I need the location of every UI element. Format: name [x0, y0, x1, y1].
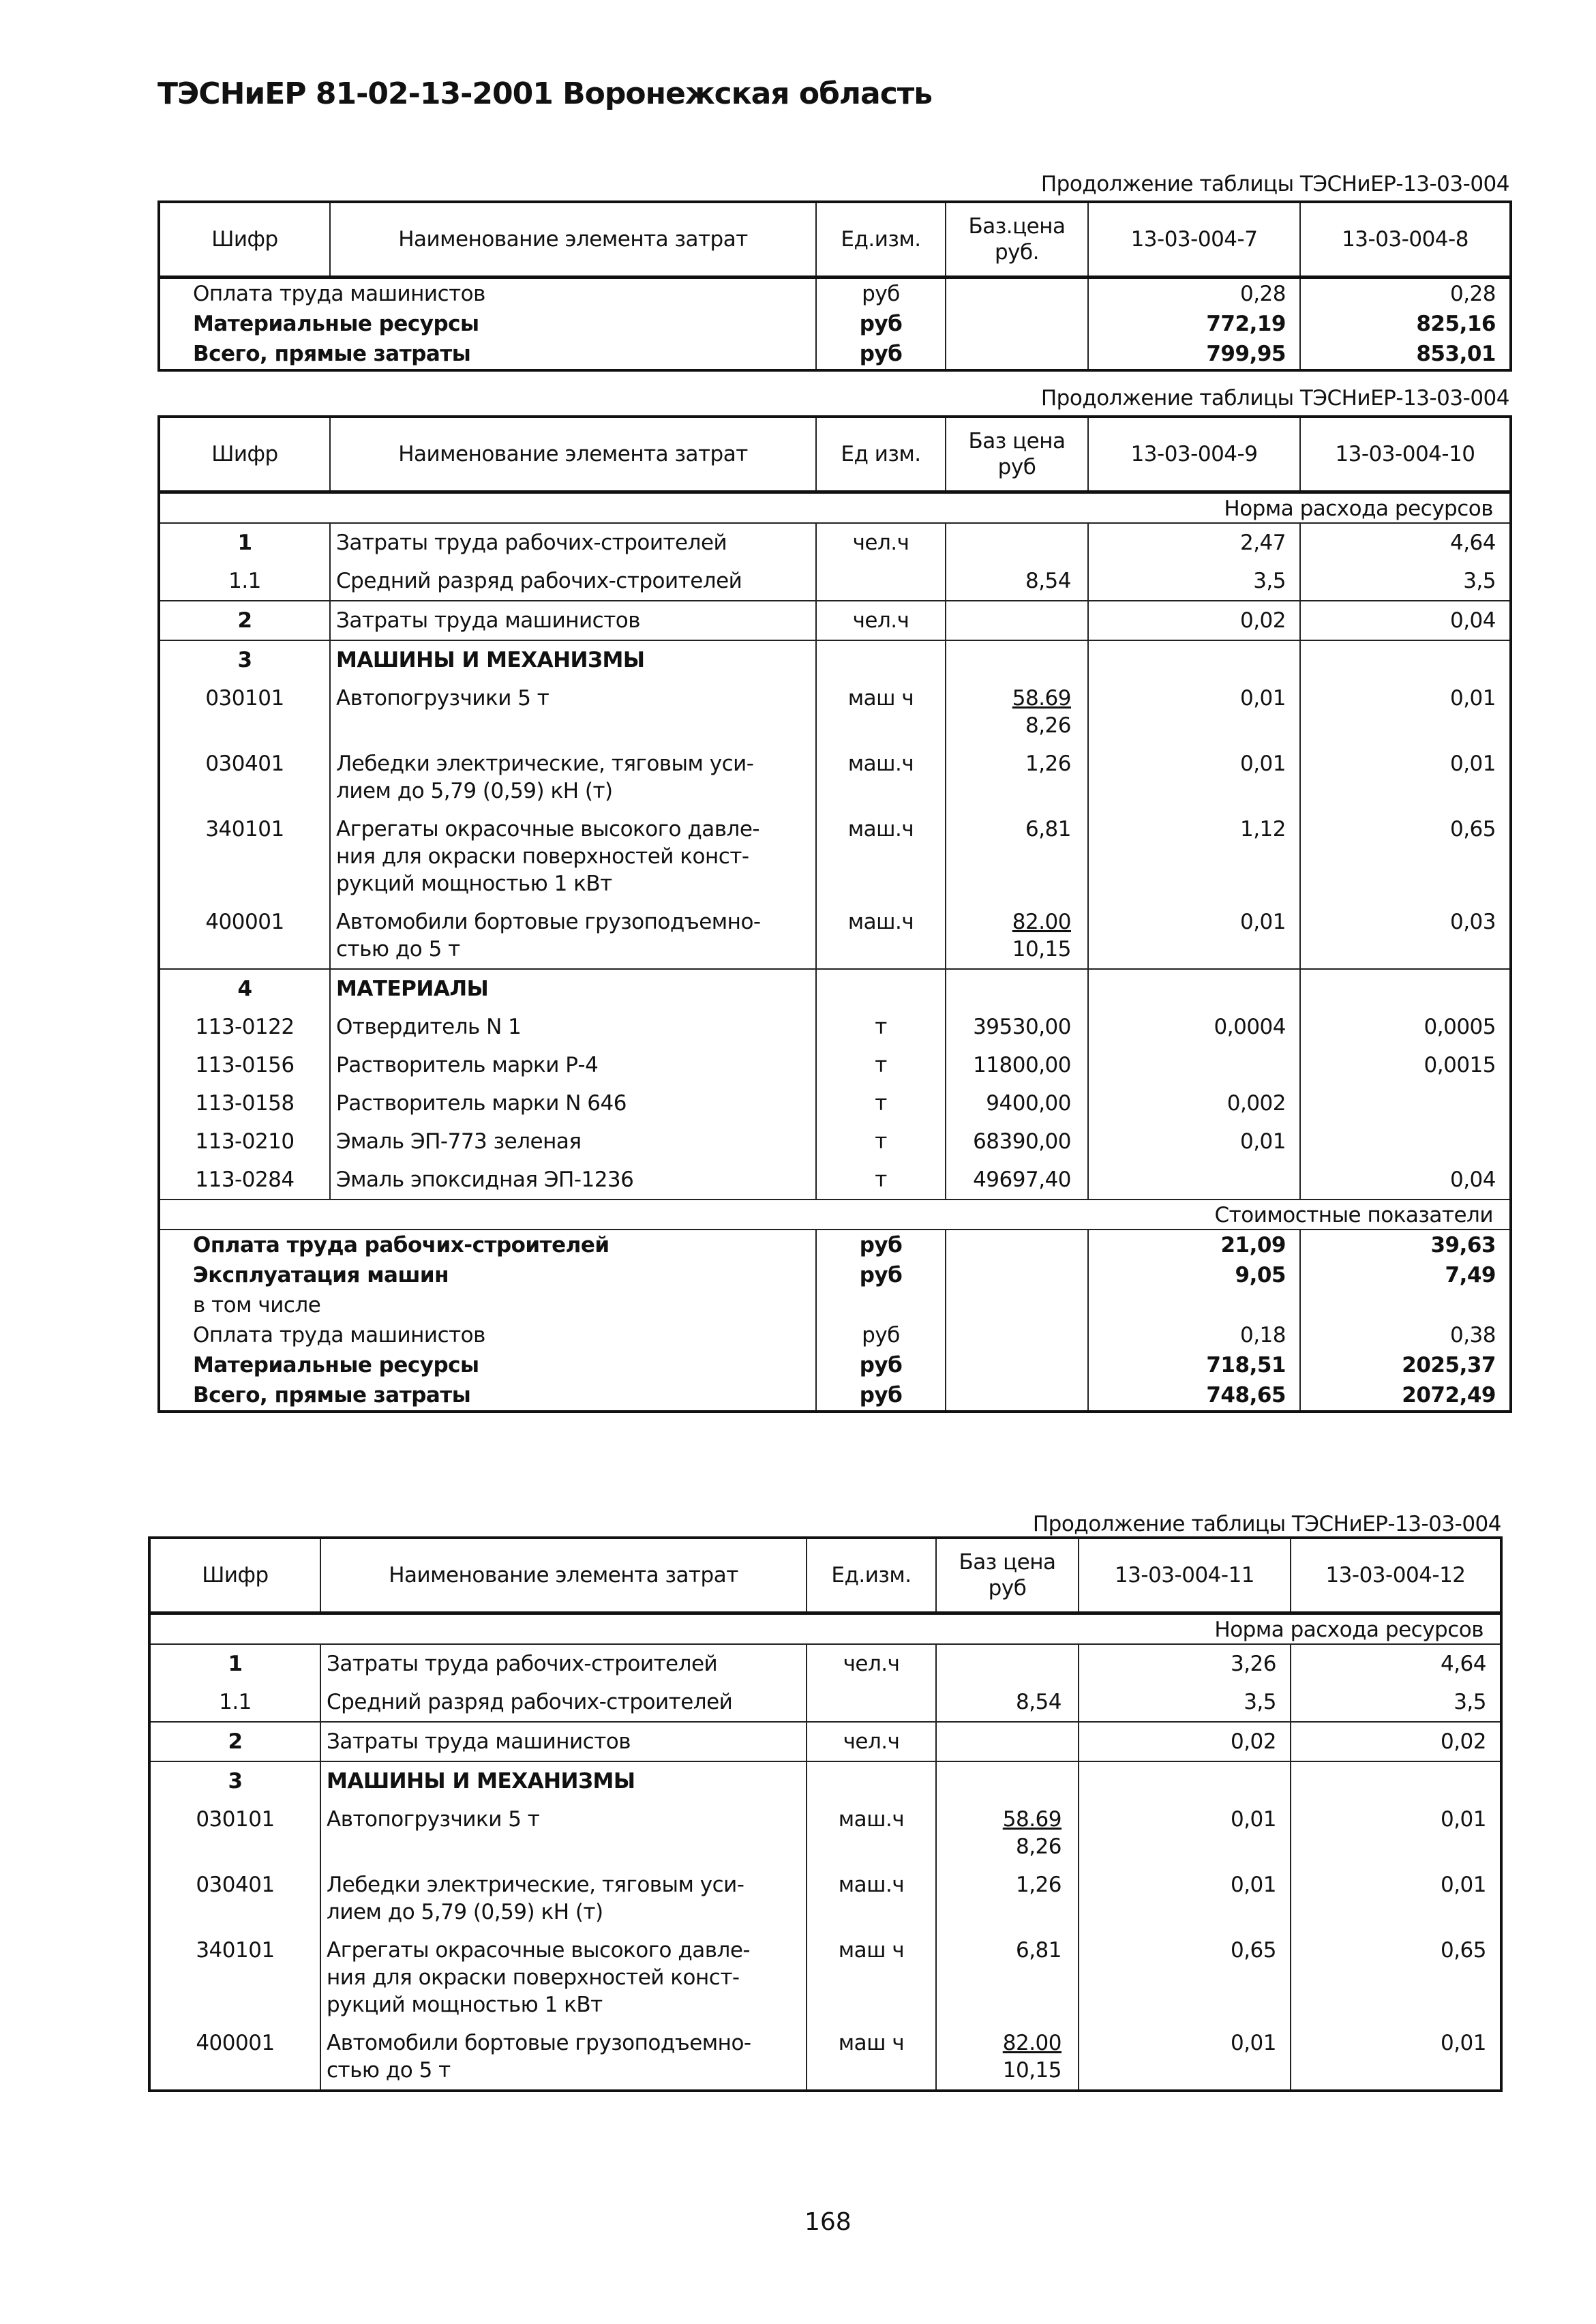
code-cell: 400001 — [159, 903, 330, 969]
unit-cell: руб — [816, 278, 946, 310]
column-header: Шифр — [159, 202, 330, 278]
unit-cell: чел.ч — [816, 601, 946, 640]
unit-cell: руб — [816, 1380, 946, 1412]
value-cell: 825,16 — [1300, 309, 1511, 339]
unit-cell — [807, 1761, 936, 1800]
value-cell: 748,65 — [1088, 1380, 1300, 1412]
summary-name: Оплата труда машинистов — [193, 282, 485, 306]
code-cell: 2 — [159, 601, 330, 640]
base-price-cell — [946, 278, 1088, 310]
base-price-bottom: 8,26 — [1015, 1834, 1062, 1859]
table-row — [159, 601, 1511, 640]
value-cell: 0,0005 — [1300, 1008, 1511, 1046]
value-cell: 0,04 — [1300, 1161, 1511, 1200]
base-price-top: 58.69 — [1002, 1807, 1062, 1832]
unit-cell: маш.ч — [816, 745, 946, 810]
name-cell: Средний разряд рабочих-строителей — [320, 1683, 807, 1722]
value-cell: 2,47 — [1088, 523, 1300, 562]
name-cell: Эмаль эпоксидная ЭП-1236 — [330, 1161, 816, 1200]
name-cell: Затраты труда машинистов — [320, 1722, 807, 1761]
base-price-top: 58.69 — [1012, 686, 1071, 711]
summary-row — [159, 1350, 1511, 1380]
table-row — [159, 810, 1511, 903]
value-cell: 0,38 — [1300, 1320, 1511, 1350]
name-cell: Автомобили бортовые грузоподъемно- стью до 5 т — [320, 2024, 807, 2091]
code-cell: 1.1 — [159, 562, 330, 601]
value-cell: 0,65 — [1300, 810, 1511, 903]
value-cell: 4,64 — [1300, 523, 1511, 562]
page-title: ТЭСНиЕР 81-02-13-2001 Воронежская область — [157, 76, 933, 111]
column-header: Ед.изм. — [807, 1538, 936, 1613]
base-price-cell — [946, 339, 1088, 370]
value-cell: 0,0015 — [1300, 1046, 1511, 1084]
unit-cell: маш ч — [807, 1931, 936, 2024]
unit-cell: чел.ч — [807, 1644, 936, 1683]
unit-cell: т — [816, 1122, 946, 1161]
base-price-cell: 39530,00 — [946, 1008, 1088, 1046]
summary-name: Материальные ресурсы — [193, 312, 479, 336]
table-row — [149, 1800, 1501, 1866]
code-cell: 2 — [149, 1722, 320, 1761]
name-cell: Затраты труда машинистов — [330, 601, 816, 640]
table-row — [149, 1644, 1501, 1683]
value-cell: 799,95 — [1088, 339, 1300, 370]
base-price-cell — [946, 1380, 1088, 1412]
name-cell: Растворитель марки Р-4 — [330, 1046, 816, 1084]
value-cell — [1300, 969, 1511, 1008]
name-cell: Затраты труда рабочих-строителей — [330, 523, 816, 562]
value-cell: 0,18 — [1088, 1320, 1300, 1350]
summary-name: Материальные ресурсы — [193, 1353, 479, 1377]
name-cell: Отвердитель N 1 — [330, 1008, 816, 1046]
unit-cell — [807, 1683, 936, 1722]
unit-cell: руб — [816, 1350, 946, 1380]
base-price-bottom: 10,15 — [1012, 937, 1071, 962]
unit-cell: маш.ч — [816, 810, 946, 903]
section-label-row — [159, 1200, 1511, 1230]
value-cell — [1300, 1122, 1511, 1161]
value-cell: 0,0004 — [1088, 1008, 1300, 1046]
value-cell: 0,01 — [1300, 745, 1511, 810]
value-cell: 0,28 — [1300, 278, 1511, 310]
value-cell: 0,01 — [1079, 1800, 1291, 1866]
table-row — [159, 679, 1511, 745]
base-price-cell: 1,26 — [946, 745, 1088, 810]
value-cell — [1088, 1290, 1300, 1320]
summary-row — [159, 278, 1511, 310]
code-cell: 030101 — [205, 686, 284, 711]
value-cell: 0,02 — [1291, 1722, 1501, 1761]
base-price-cell — [936, 1722, 1079, 1761]
column-header: 13-03-004-8 — [1300, 202, 1511, 278]
base-price-cell: 49697,40 — [946, 1161, 1088, 1200]
value-cell: 0,01 — [1291, 2024, 1501, 2091]
base-price-cell: 1,26 — [936, 1866, 1079, 1931]
value-cell: 0,02 — [1088, 601, 1300, 640]
table-row — [159, 745, 1511, 810]
code-cell: 1 — [237, 531, 252, 555]
summary-name: Всего, прямые затраты — [193, 342, 471, 366]
code-cell: 113-0156 — [195, 1053, 295, 1077]
name-cell: Автомобили бортовые грузоподъемно- стью до 5 т — [330, 903, 816, 969]
unit-cell: руб — [816, 1230, 946, 1260]
value-cell: 0,002 — [1088, 1084, 1300, 1122]
value-cell: 0,02 — [1079, 1722, 1291, 1761]
column-header: Ед.изм. — [816, 202, 946, 278]
section-label: Норма расхода ресурсов — [149, 1613, 1501, 1645]
base-price-cell — [946, 679, 1088, 745]
unit-cell: руб — [816, 309, 946, 339]
cost-table-2 — [157, 415, 1512, 1413]
code-cell: 4 — [237, 977, 252, 1001]
base-price-cell: 68390,00 — [946, 1122, 1088, 1161]
name-cell: Эмаль ЭП-773 зеленая — [330, 1122, 816, 1161]
cost-table-1 — [157, 200, 1512, 372]
column-header: 13-03-004-9 — [1088, 417, 1300, 492]
base-price-cell — [946, 523, 1088, 562]
code-cell: 1 — [228, 1652, 243, 1676]
name-cell: Агрегаты окрасочные высокого давле- ния для окраски поверхностей конст- рукций мощностью 1 кВт — [320, 1931, 807, 2024]
cost-table-3 — [148, 1536, 1503, 2092]
value-cell: 0,28 — [1088, 278, 1300, 310]
table-row — [159, 562, 1511, 601]
value-cell: 21,09 — [1088, 1230, 1300, 1260]
value-cell: 3,26 — [1079, 1644, 1291, 1683]
table-row — [149, 2024, 1501, 2091]
summary-row — [159, 309, 1511, 339]
base-price-bottom: 10,15 — [1002, 2058, 1062, 2083]
column-header: 13-03-004-11 — [1079, 1538, 1291, 1613]
value-cell — [1088, 969, 1300, 1008]
value-cell: 0,01 — [1088, 903, 1300, 969]
unit-cell: чел.ч — [807, 1722, 936, 1761]
base-price-cell: 8,54 — [936, 1683, 1079, 1722]
column-header: Ед изм. — [816, 417, 946, 492]
code-cell: 340101 — [196, 1938, 275, 1963]
unit-cell: маш.ч — [816, 903, 946, 969]
table-row — [159, 903, 1511, 969]
value-cell: 0,01 — [1088, 679, 1300, 745]
code-cell: 113-0210 — [195, 1129, 295, 1154]
value-cell: 7,49 — [1300, 1260, 1511, 1290]
code-cell: 1.1 — [149, 1683, 320, 1722]
section-label-row — [149, 1613, 1501, 1645]
code-cell: 340101 — [205, 817, 284, 841]
table-row — [159, 1008, 1511, 1046]
name-cell: Лебедки электрические, тяговым уси- лием до 5,79 (0,59) кН (т) — [330, 745, 816, 810]
table-row — [149, 1722, 1501, 1761]
unit-cell: маш ч — [816, 679, 946, 745]
value-cell: 0,03 — [1300, 903, 1511, 969]
base-price-cell — [936, 1800, 1079, 1866]
code-cell: 113-0284 — [159, 1161, 330, 1200]
column-header: Баз цена руб — [946, 417, 1088, 492]
value-cell — [1088, 640, 1300, 679]
value-cell: 0,01 — [1088, 745, 1300, 810]
column-header: 13-03-004-12 — [1291, 1538, 1501, 1613]
name-cell: Затраты труда рабочих-строителей — [320, 1644, 807, 1683]
code-cell: 113-0158 — [195, 1091, 295, 1116]
section-label: Норма расхода ресурсов — [159, 492, 1511, 524]
name-cell: Средний разряд рабочих-строителей — [330, 562, 816, 601]
summary-row — [159, 1290, 1511, 1320]
value-cell: 0,01 — [1291, 1800, 1501, 1866]
unit-cell: руб — [816, 339, 946, 370]
value-cell — [1300, 1084, 1511, 1122]
base-price-cell — [946, 601, 1088, 640]
table-caption-3: Продолжение таблицы ТЭСНиЕР-13-03-004 — [1032, 1512, 1501, 1536]
base-price-cell — [946, 1350, 1088, 1380]
section-label: Стоимостные показатели — [159, 1200, 1511, 1230]
code-cell: 113-0122 — [195, 1015, 295, 1039]
table-row — [159, 523, 1511, 562]
base-price-cell — [936, 1761, 1079, 1800]
page-number: 168 — [804, 2208, 852, 2236]
unit-cell: т — [816, 1161, 946, 1200]
base-price-cell — [946, 1230, 1088, 1260]
base-price-cell: 9400,00 — [946, 1084, 1088, 1122]
base-price-cell — [936, 2024, 1079, 2091]
value-cell: 0,01 — [1088, 1122, 1300, 1161]
value-cell: 9,05 — [1088, 1260, 1300, 1290]
value-cell: 0,01 — [1300, 679, 1511, 745]
value-cell: 4,64 — [1291, 1644, 1501, 1683]
column-header: Баз цена руб — [936, 1538, 1079, 1613]
code-cell: 030401 — [196, 1873, 275, 1897]
value-cell: 0,04 — [1300, 601, 1511, 640]
value-cell — [1300, 640, 1511, 679]
value-cell: 0,01 — [1291, 1866, 1501, 1931]
value-cell: 2072,49 — [1300, 1380, 1511, 1412]
unit-cell — [816, 562, 946, 601]
value-cell: 0,01 — [1079, 1866, 1291, 1931]
base-price-cell — [946, 309, 1088, 339]
name-cell: Лебедки электрические, тяговым уси- лием до 5,79 (0,59) кН (т) — [320, 1866, 807, 1931]
table-row — [159, 1084, 1511, 1122]
table-caption-2: Продолжение таблицы ТЭСНиЕР-13-03-004 — [1040, 386, 1509, 411]
unit-cell — [816, 640, 946, 679]
unit-cell: руб — [816, 1260, 946, 1290]
value-cell: 3,5 — [1079, 1683, 1291, 1722]
table-row — [149, 1761, 1501, 1800]
unit-cell: чел.ч — [816, 523, 946, 562]
unit-cell: руб — [816, 1320, 946, 1350]
column-header: Шифр — [149, 1538, 320, 1613]
table-row — [159, 1161, 1511, 1200]
value-cell: 1,12 — [1088, 810, 1300, 903]
unit-cell: маш.ч — [807, 1866, 936, 1931]
column-header: Наименование элемента затрат — [330, 202, 816, 278]
value-cell — [1079, 1761, 1291, 1800]
value-cell: 0,65 — [1291, 1931, 1501, 2024]
value-cell: 39,63 — [1300, 1230, 1511, 1260]
table-caption-1: Продолжение таблицы ТЭСНиЕР-13-03-004 — [1040, 172, 1509, 196]
summary-row — [159, 1320, 1511, 1350]
code-cell: 3 — [237, 648, 252, 672]
code-cell: 030101 — [196, 1807, 275, 1832]
table-row — [159, 1122, 1511, 1161]
value-cell: 0,01 — [1079, 2024, 1291, 2091]
column-header: Наименование элемента затрат — [330, 417, 816, 492]
base-price-cell — [946, 1290, 1088, 1320]
value-cell: 853,01 — [1300, 339, 1511, 370]
column-header: Шифр — [159, 417, 330, 492]
unit-cell: т — [816, 1046, 946, 1084]
column-header: 13-03-004-7 — [1088, 202, 1300, 278]
name-cell: МАШИНЫ И МЕХАНИЗМЫ — [320, 1761, 807, 1800]
base-price-cell — [946, 640, 1088, 679]
column-header: Баз.цена руб. — [946, 202, 1088, 278]
summary-name: Оплата труда рабочих-строителей — [193, 1233, 609, 1257]
table-row — [159, 1046, 1511, 1084]
name-cell: Автопогрузчики 5 т — [320, 1800, 807, 1866]
header-row — [159, 417, 1511, 492]
summary-name: в том числе — [193, 1293, 321, 1317]
summary-row — [159, 1260, 1511, 1290]
base-price-cell — [946, 903, 1088, 969]
base-price-cell: 6,81 — [946, 810, 1088, 903]
base-price-cell: 6,81 — [936, 1931, 1079, 2024]
summary-row — [159, 1380, 1511, 1412]
table-row — [149, 1866, 1501, 1931]
unit-cell: т — [816, 1008, 946, 1046]
unit-cell — [816, 969, 946, 1008]
value-cell: 0,65 — [1079, 1931, 1291, 2024]
name-cell: МАШИНЫ И МЕХАНИЗМЫ — [330, 640, 816, 679]
value-cell: 2025,37 — [1300, 1350, 1511, 1380]
column-header: 13-03-004-10 — [1300, 417, 1511, 492]
table-row — [149, 1931, 1501, 2024]
base-price-cell — [946, 1260, 1088, 1290]
summary-name: Эксплуатация машин — [193, 1263, 449, 1287]
base-price-cell — [946, 1320, 1088, 1350]
code-cell: 400001 — [196, 2031, 275, 2055]
value-cell: 3,5 — [1291, 1683, 1501, 1722]
value-cell — [1291, 1761, 1501, 1800]
header-row — [149, 1538, 1501, 1613]
name-cell: МАТЕРИАЛЫ — [330, 969, 816, 1008]
base-price-bottom: 8,26 — [1025, 713, 1071, 738]
summary-row — [159, 339, 1511, 370]
value-cell: 3,5 — [1088, 562, 1300, 601]
table-row — [149, 1683, 1501, 1722]
summary-name: Всего, прямые затраты — [193, 1383, 471, 1407]
base-price-cell: 11800,00 — [946, 1046, 1088, 1084]
name-cell: Агрегаты окрасочные высокого давле- ния для окраски поверхностей конст- рукций мощностью 1 кВт — [330, 810, 816, 903]
unit-cell: маш ч — [807, 2024, 936, 2091]
base-price-top: 82.00 — [1012, 910, 1071, 934]
base-price-cell: 8,54 — [946, 562, 1088, 601]
summary-row — [159, 1230, 1511, 1260]
name-cell: Растворитель марки N 646 — [330, 1084, 816, 1122]
column-header: Наименование элемента затрат — [320, 1538, 807, 1613]
table-row — [159, 640, 1511, 679]
unit-cell — [816, 1290, 946, 1320]
base-price-cell — [936, 1644, 1079, 1683]
table-row — [159, 969, 1511, 1008]
value-cell: 718,51 — [1088, 1350, 1300, 1380]
value-cell: 772,19 — [1088, 309, 1300, 339]
unit-cell: маш.ч — [807, 1800, 936, 1866]
value-cell — [1300, 1290, 1511, 1320]
code-cell: 030401 — [205, 751, 284, 776]
value-cell — [1088, 1046, 1300, 1084]
header-row — [159, 202, 1511, 278]
base-price-cell — [946, 969, 1088, 1008]
unit-cell: т — [816, 1084, 946, 1122]
name-cell: Автопогрузчики 5 т — [330, 679, 816, 745]
value-cell — [1088, 1161, 1300, 1200]
section-label-row — [159, 492, 1511, 524]
code-cell: 3 — [228, 1769, 243, 1793]
base-price-top: 82.00 — [1002, 2031, 1062, 2055]
summary-name: Оплата труда машинистов — [193, 1323, 485, 1347]
value-cell: 3,5 — [1300, 562, 1511, 601]
